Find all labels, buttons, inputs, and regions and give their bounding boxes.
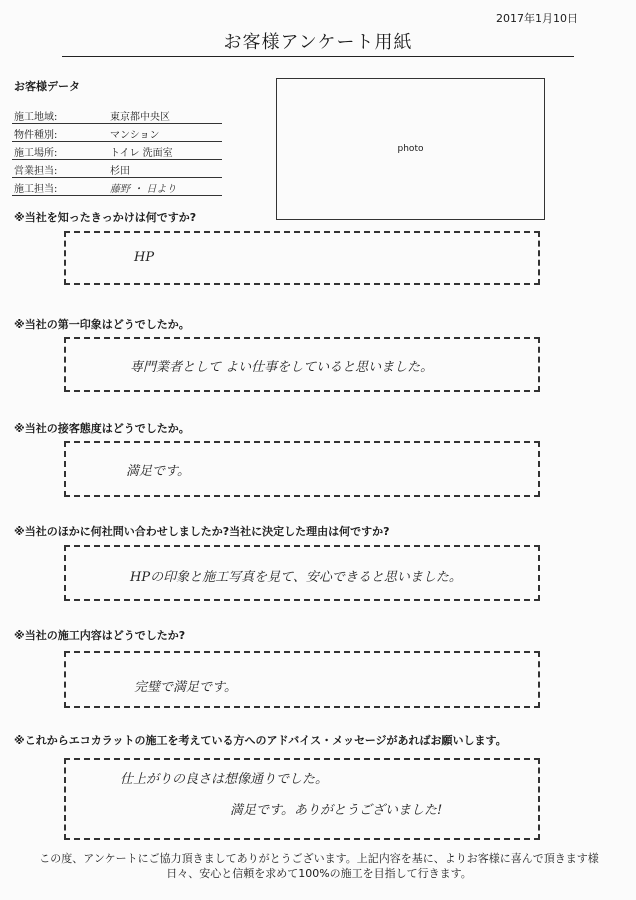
customer-data-title: お客様データ [14,80,80,93]
info-label: 施工地域: [14,112,58,123]
page-title: お客様アンケート用紙 [62,28,574,57]
answer-6-line-1: 仕上がりの良さは想像通りでした。 [120,772,329,787]
question-4: ※当社のほかに何社問い合わせしましたか?当社に決定した理由は何ですか? [14,525,390,538]
answer-6-line-2: 満足です。ありがとうございました! [230,803,443,818]
answer-5: 完璧で満足です。 [134,680,237,695]
answer-4: HPの印象と施工写真を見て、安心できると思いました。 [130,570,462,585]
info-value: 杉田 [110,166,130,177]
info-value: トイレ 洗面室 [110,148,173,159]
answer-1: HP [134,250,155,265]
info-row-area [12,106,222,124]
info-row-location [12,142,222,160]
footer-line-1: この度、アンケートにご協力頂きましてありがとうございます。上記内容を基に、よりお客様に喜んで頂きます様 [39,852,599,865]
answer-3: 満足です。 [126,464,190,479]
info-label: 施工場所: [14,148,58,159]
answer-2: 専門業者として よい仕事をしていると思いました。 [130,360,434,375]
photo-label: photo [397,144,424,154]
info-label: 施工担当: [14,184,58,195]
info-value: 東京都中央区 [110,112,170,123]
survey-date: 2017年1月10日 [496,12,578,25]
question-1: ※当社を知ったきっかけは何ですか? [14,211,197,224]
question-6: ※これからエコカラットの施工を考えている方へのアドバイス・メッセージがあればお願いします。 [14,734,507,747]
info-value-handwritten: 藤野 ・ 日より [110,184,177,195]
info-row-installer [12,178,222,196]
customer-info-table [12,106,222,196]
info-label: 物件種別: [14,130,58,141]
info-value: マンション [110,130,160,141]
info-row-sales [12,160,222,178]
photo-placeholder [276,78,545,220]
question-2: ※当社の第一印象はどうでしたか。 [14,318,190,331]
question-5: ※当社の施工内容はどうでしたか? [14,629,186,642]
footer-line-2: 日々、安心と信頼を求めて100%の施工を目指して行きます。 [166,867,472,880]
info-label: 営業担当: [14,166,58,177]
question-3: ※当社の接客態度はどうでしたか。 [14,422,190,435]
info-row-property [12,124,222,142]
